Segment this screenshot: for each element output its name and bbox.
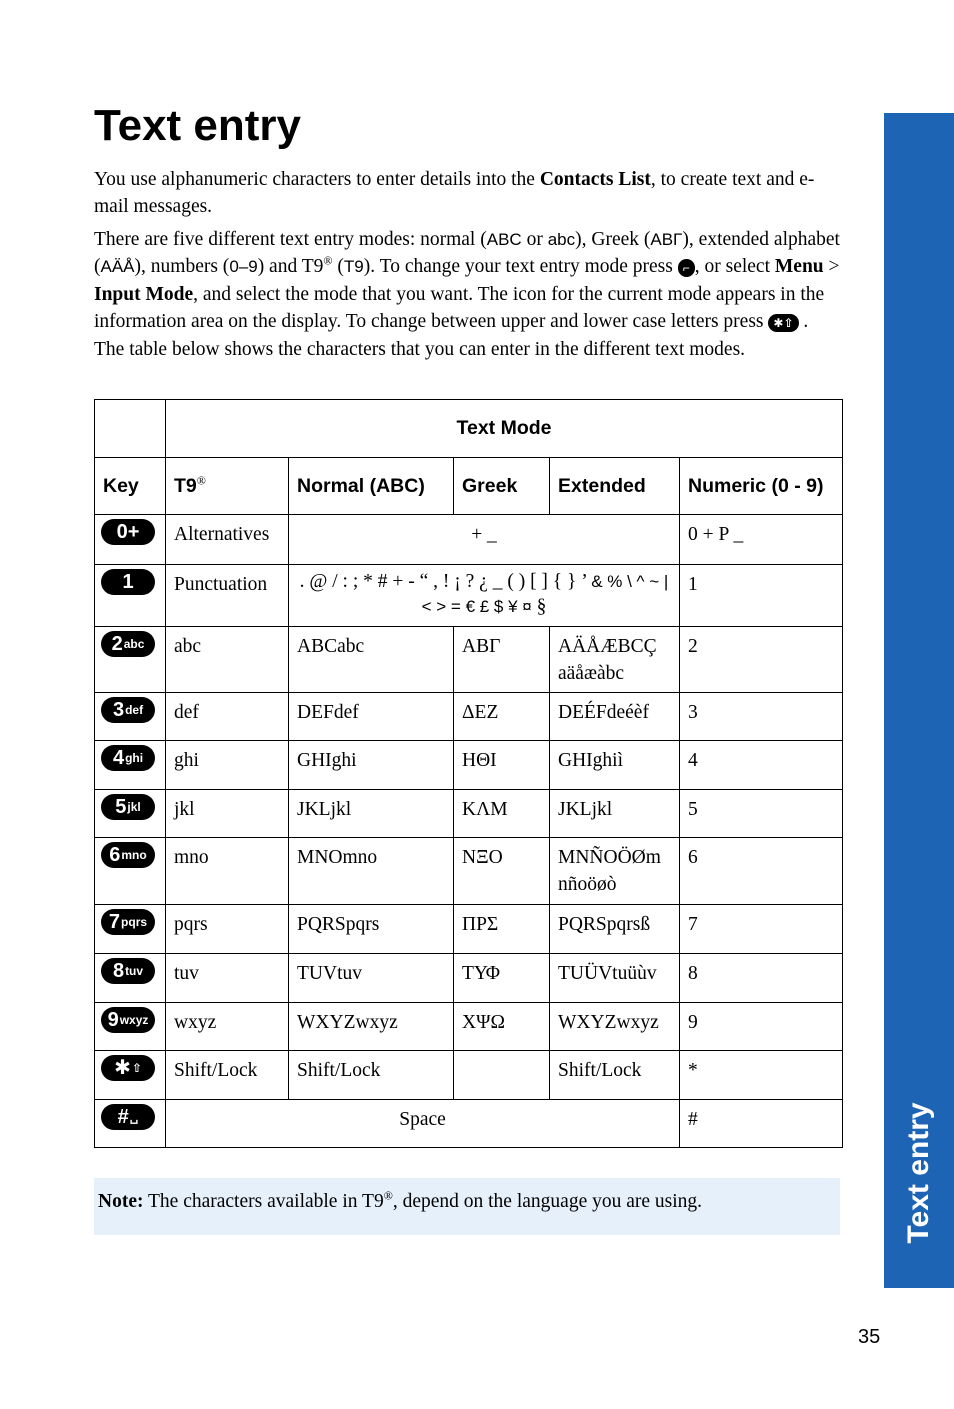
key-digit: 5 [115, 796, 127, 818]
col-t9-label: T9 [174, 474, 197, 497]
registered-mark: ® [196, 473, 206, 487]
key-letters: + [127, 521, 140, 543]
key-cell [95, 954, 166, 1003]
text: You use alphanumeric characters to enter details into the [94, 169, 540, 190]
text: , to create text and e-mail messages. [94, 169, 815, 218]
key-letters: ⇧ [131, 1061, 142, 1075]
text: , or select [694, 256, 775, 278]
key-0-icon [101, 519, 155, 545]
text: ) and T9 [257, 256, 324, 278]
key-cell [95, 1003, 166, 1051]
key-icon [101, 794, 155, 820]
key-letters: tuv [125, 964, 144, 978]
key-cell [95, 905, 166, 954]
registered-mark: ® [383, 1188, 393, 1203]
key-digit: ✱ [114, 1057, 131, 1079]
punctuation-cell [289, 565, 680, 627]
key-letters: abc [123, 637, 145, 651]
table-row [95, 1100, 843, 1148]
table-row [95, 1051, 843, 1100]
key-digit: 6 [109, 844, 121, 866]
key-cell [95, 627, 166, 693]
numeric-cell: 3 [680, 693, 843, 741]
key-letters: def [125, 703, 144, 717]
numeric-cell: 0 + P _ [680, 515, 843, 565]
text: , and select the mode that you want. The icon for the current mode appears in the information area on the display. To change between upper and lower case letters press [94, 283, 825, 333]
extended-cell: DEÉFdeéèf [550, 693, 680, 741]
menu-label: Menu [774, 256, 824, 278]
normal-cell: GHIghi [289, 741, 454, 790]
extended-cell: WXYZwxyz [550, 1003, 680, 1051]
key-digit: 2 [111, 633, 123, 655]
note-text: The characters available in T9 [143, 1191, 384, 1212]
punctuation-part-1: . @ / : ; * # + - “ , ! ¡ ? ¿ _ ( ) [ ] { } ’ [299, 571, 592, 592]
t9-cell: def [166, 693, 289, 741]
key-icon [101, 697, 155, 723]
shift-key-icon: ✱⇧ [768, 314, 798, 332]
key-cell [95, 741, 166, 790]
registered-mark: ® [323, 253, 333, 268]
note-box [94, 1178, 840, 1235]
extended-cell: JKLjkl [550, 790, 680, 838]
span-cell: + _ [289, 515, 680, 565]
key-icon [101, 745, 155, 771]
text: ), Greek ( [575, 229, 651, 250]
text: > [823, 256, 840, 278]
abc-lower-mode-icon: abc [547, 230, 576, 249]
table-row [95, 905, 843, 954]
text: ), extended alphabet ( [94, 229, 840, 278]
table-row [95, 1003, 843, 1051]
t9-cell: pqrs [166, 905, 289, 954]
key-digit: 7 [108, 911, 121, 933]
t9-cell: mno [166, 838, 289, 905]
key-digit: 1 [122, 571, 134, 593]
key-icon [101, 631, 155, 657]
key-icon [101, 1007, 155, 1033]
text: ), numbers ( [134, 256, 230, 278]
col-key-header: Key [95, 458, 166, 515]
key-cell [95, 790, 166, 838]
numeric-mode-icon: 0–9 [229, 257, 258, 277]
intro-paragraph-1 [94, 166, 842, 221]
normal-cell: ABCabc [289, 627, 454, 693]
text: . The table below shows the characters that you can enter in the different text modes. [94, 311, 809, 360]
key-icon [101, 909, 155, 935]
t9-cell: abc [166, 627, 289, 693]
key-digit: 8 [112, 960, 125, 982]
side-tab [884, 113, 954, 1288]
numeric-cell: * [680, 1051, 843, 1100]
table-row [95, 627, 843, 693]
numeric-cell: 9 [680, 1003, 843, 1051]
numeric-cell: 8 [680, 954, 843, 1003]
t9-cell: Shift/Lock [166, 1051, 289, 1100]
extended-mode-icon: AÄÅ [100, 257, 135, 277]
t9-cell: jkl [166, 790, 289, 838]
greek-cell: ΤΥΦ [454, 954, 550, 1003]
key-cell [95, 838, 166, 905]
text: or [521, 229, 548, 250]
text-mode-table [94, 399, 843, 1148]
normal-cell: DEFdef [289, 693, 454, 741]
table-row [95, 515, 843, 565]
extended-cell: TUÜVtuüùv [550, 954, 680, 1003]
greek-cell: ΠΡΣ [454, 905, 550, 954]
extended-cell: GHIghiì [550, 741, 680, 790]
key-letters: ␣ [129, 1110, 139, 1124]
key-letters: ghi [125, 751, 144, 765]
col-greek-header: Greek [454, 458, 550, 515]
mode-key-icon: ⌐ [678, 259, 695, 277]
key-digit: # [117, 1106, 129, 1128]
key-letters: wxyz [119, 1013, 149, 1027]
key-digit: 9 [107, 1009, 119, 1031]
t9-cell: tuv [166, 954, 289, 1003]
empty-header-cell [95, 400, 166, 458]
key-hash-icon [101, 1104, 155, 1130]
contacts-list-label: Contacts List [539, 169, 651, 190]
table-row [95, 954, 843, 1003]
numeric-cell: 6 [680, 838, 843, 905]
numeric-cell: 1 [680, 565, 843, 627]
text: ( [332, 256, 344, 278]
table-body [95, 627, 843, 1100]
table-row [95, 790, 843, 838]
normal-cell: PQRSpqrs [289, 905, 454, 954]
text: There are five different text entry modes: normal ( [94, 229, 487, 250]
greek-cell: ΗΘΙ [454, 741, 550, 790]
input-mode-label: Input Mode [94, 283, 194, 305]
key-letters: jkl [127, 800, 141, 814]
table-row [95, 741, 843, 790]
extended-cell: AÄÅÆBCÇ aäåæàbc [550, 627, 680, 693]
table-header-row [95, 458, 843, 515]
table-header-group-row [95, 400, 843, 458]
extended-cell: MNÑOÖØm nñoöøò [550, 838, 680, 905]
key-cell [95, 1051, 166, 1100]
key-cell [95, 515, 166, 565]
key-digit: 3 [112, 699, 125, 721]
t9-mode-icon: T9 [343, 257, 364, 277]
key-letters: pqrs [121, 915, 148, 929]
normal-cell: TUVtuv [289, 954, 454, 1003]
greek-cell: ΝΞΟ [454, 838, 550, 905]
key-cell [95, 1100, 166, 1148]
side-tab-label: Text entry [902, 1102, 935, 1244]
col-numeric-header: Numeric (0 - 9) [680, 458, 843, 515]
text-mode-header: Text Mode [166, 400, 843, 458]
key-digit: 0 [116, 521, 128, 543]
greek-cell: ΧΨΩ [454, 1003, 550, 1051]
normal-cell: WXYZwxyz [289, 1003, 454, 1051]
t9-cell: ghi [166, 741, 289, 790]
space-cell: Space [166, 1100, 680, 1148]
t9-cell: wxyz [166, 1003, 289, 1051]
punctuation-part-3: § [531, 596, 547, 617]
normal-cell: Shift/Lock [289, 1051, 454, 1100]
normal-cell: JKLjkl [289, 790, 454, 838]
greek-cell: ΔΕΖ [454, 693, 550, 741]
extended-cell: PQRSpqrsß [550, 905, 680, 954]
col-extended-header: Extended [550, 458, 680, 515]
table-row [95, 565, 843, 627]
greek-cell: ΚΛΜ [454, 790, 550, 838]
numeric-cell: 2 [680, 627, 843, 693]
punctuation-part-2: & % \ ^ ~ | < > = € £ $ ¥ ¤ [421, 572, 669, 616]
key-icon [101, 1055, 155, 1081]
note-text: , depend on the language you are using. [392, 1191, 703, 1212]
key-cell [95, 693, 166, 741]
table-row [95, 693, 843, 741]
numeric-cell: 4 [680, 741, 843, 790]
key-cell [95, 565, 166, 627]
col-normal-header: Normal (ABC) [289, 458, 454, 515]
page-number: 35 [858, 1326, 881, 1348]
extended-cell: Shift/Lock [550, 1051, 680, 1100]
numeric-cell: 7 [680, 905, 843, 954]
numeric-cell: # [680, 1100, 843, 1148]
normal-cell: MNOmno [289, 838, 454, 905]
intro-paragraph-2 [94, 226, 842, 363]
greek-cell [454, 1051, 550, 1100]
key-letters: mno [121, 848, 147, 862]
numeric-cell: 5 [680, 790, 843, 838]
note-label: Note: [98, 1191, 144, 1212]
t9-cell: Punctuation [166, 565, 289, 627]
key-icon [101, 842, 155, 868]
text: ). To change your text entry mode press [363, 256, 678, 278]
col-t9-header [166, 458, 289, 515]
greek-mode-icon: ΑΒΓ [650, 230, 683, 249]
key-1-icon [101, 569, 155, 595]
t9-cell: Alternatives [166, 515, 289, 565]
abc-upper-mode-icon: ABC [486, 230, 522, 249]
table-row [95, 838, 843, 905]
page-title: Text entry [94, 101, 302, 150]
key-icon [101, 958, 155, 984]
key-digit: 4 [112, 747, 125, 769]
greek-cell: ΑΒΓ [454, 627, 550, 693]
